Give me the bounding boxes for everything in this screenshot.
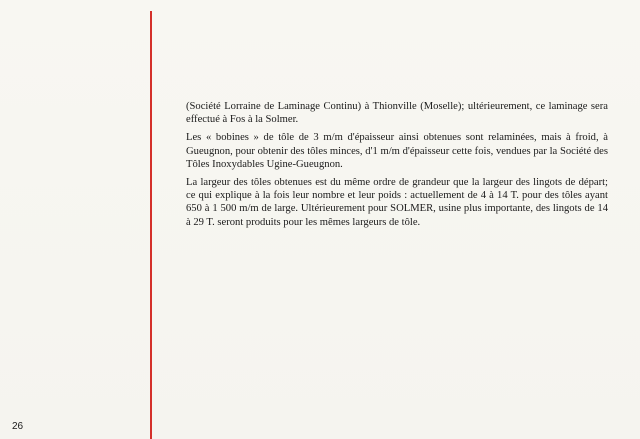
- paragraph-2: Les « bobines » de tôle de 3 m/m d'épaisseur ainsi obtenues sont relaminées, mais à froid, à Gueugnon, pour obtenir des tôles minces, d'1 m/m d'épaisseur cette fois, vendues par la Société des Tôles Inoxydables Ugine-Gueugnon.: [186, 132, 608, 170]
- paragraph-3: La largeur des tôles obtenues est du même ordre de grandeur que la largeur des lingots de départ; ce qui explique à la fois leur nombre et leur poids : actuellement de 4 à 14 T. pour des tôles ayant 650 à 1 500 m/m de large. Ultérieurement pour SOLMER, usine plus importante, des lingots de 14 à 29 T. seront produits pour les mêmes largeurs de tôle.: [186, 177, 608, 228]
- page-number: 26: [12, 421, 24, 432]
- vertical-red-rule: [150, 11, 152, 439]
- paragraph-1: (Société Lorraine de Laminage Continu) à Thionville (Moselle); ultérieurement, ce laminage sera effectué à Fos à la Solmer.: [186, 101, 608, 126]
- body-text: [186, 100, 608, 234]
